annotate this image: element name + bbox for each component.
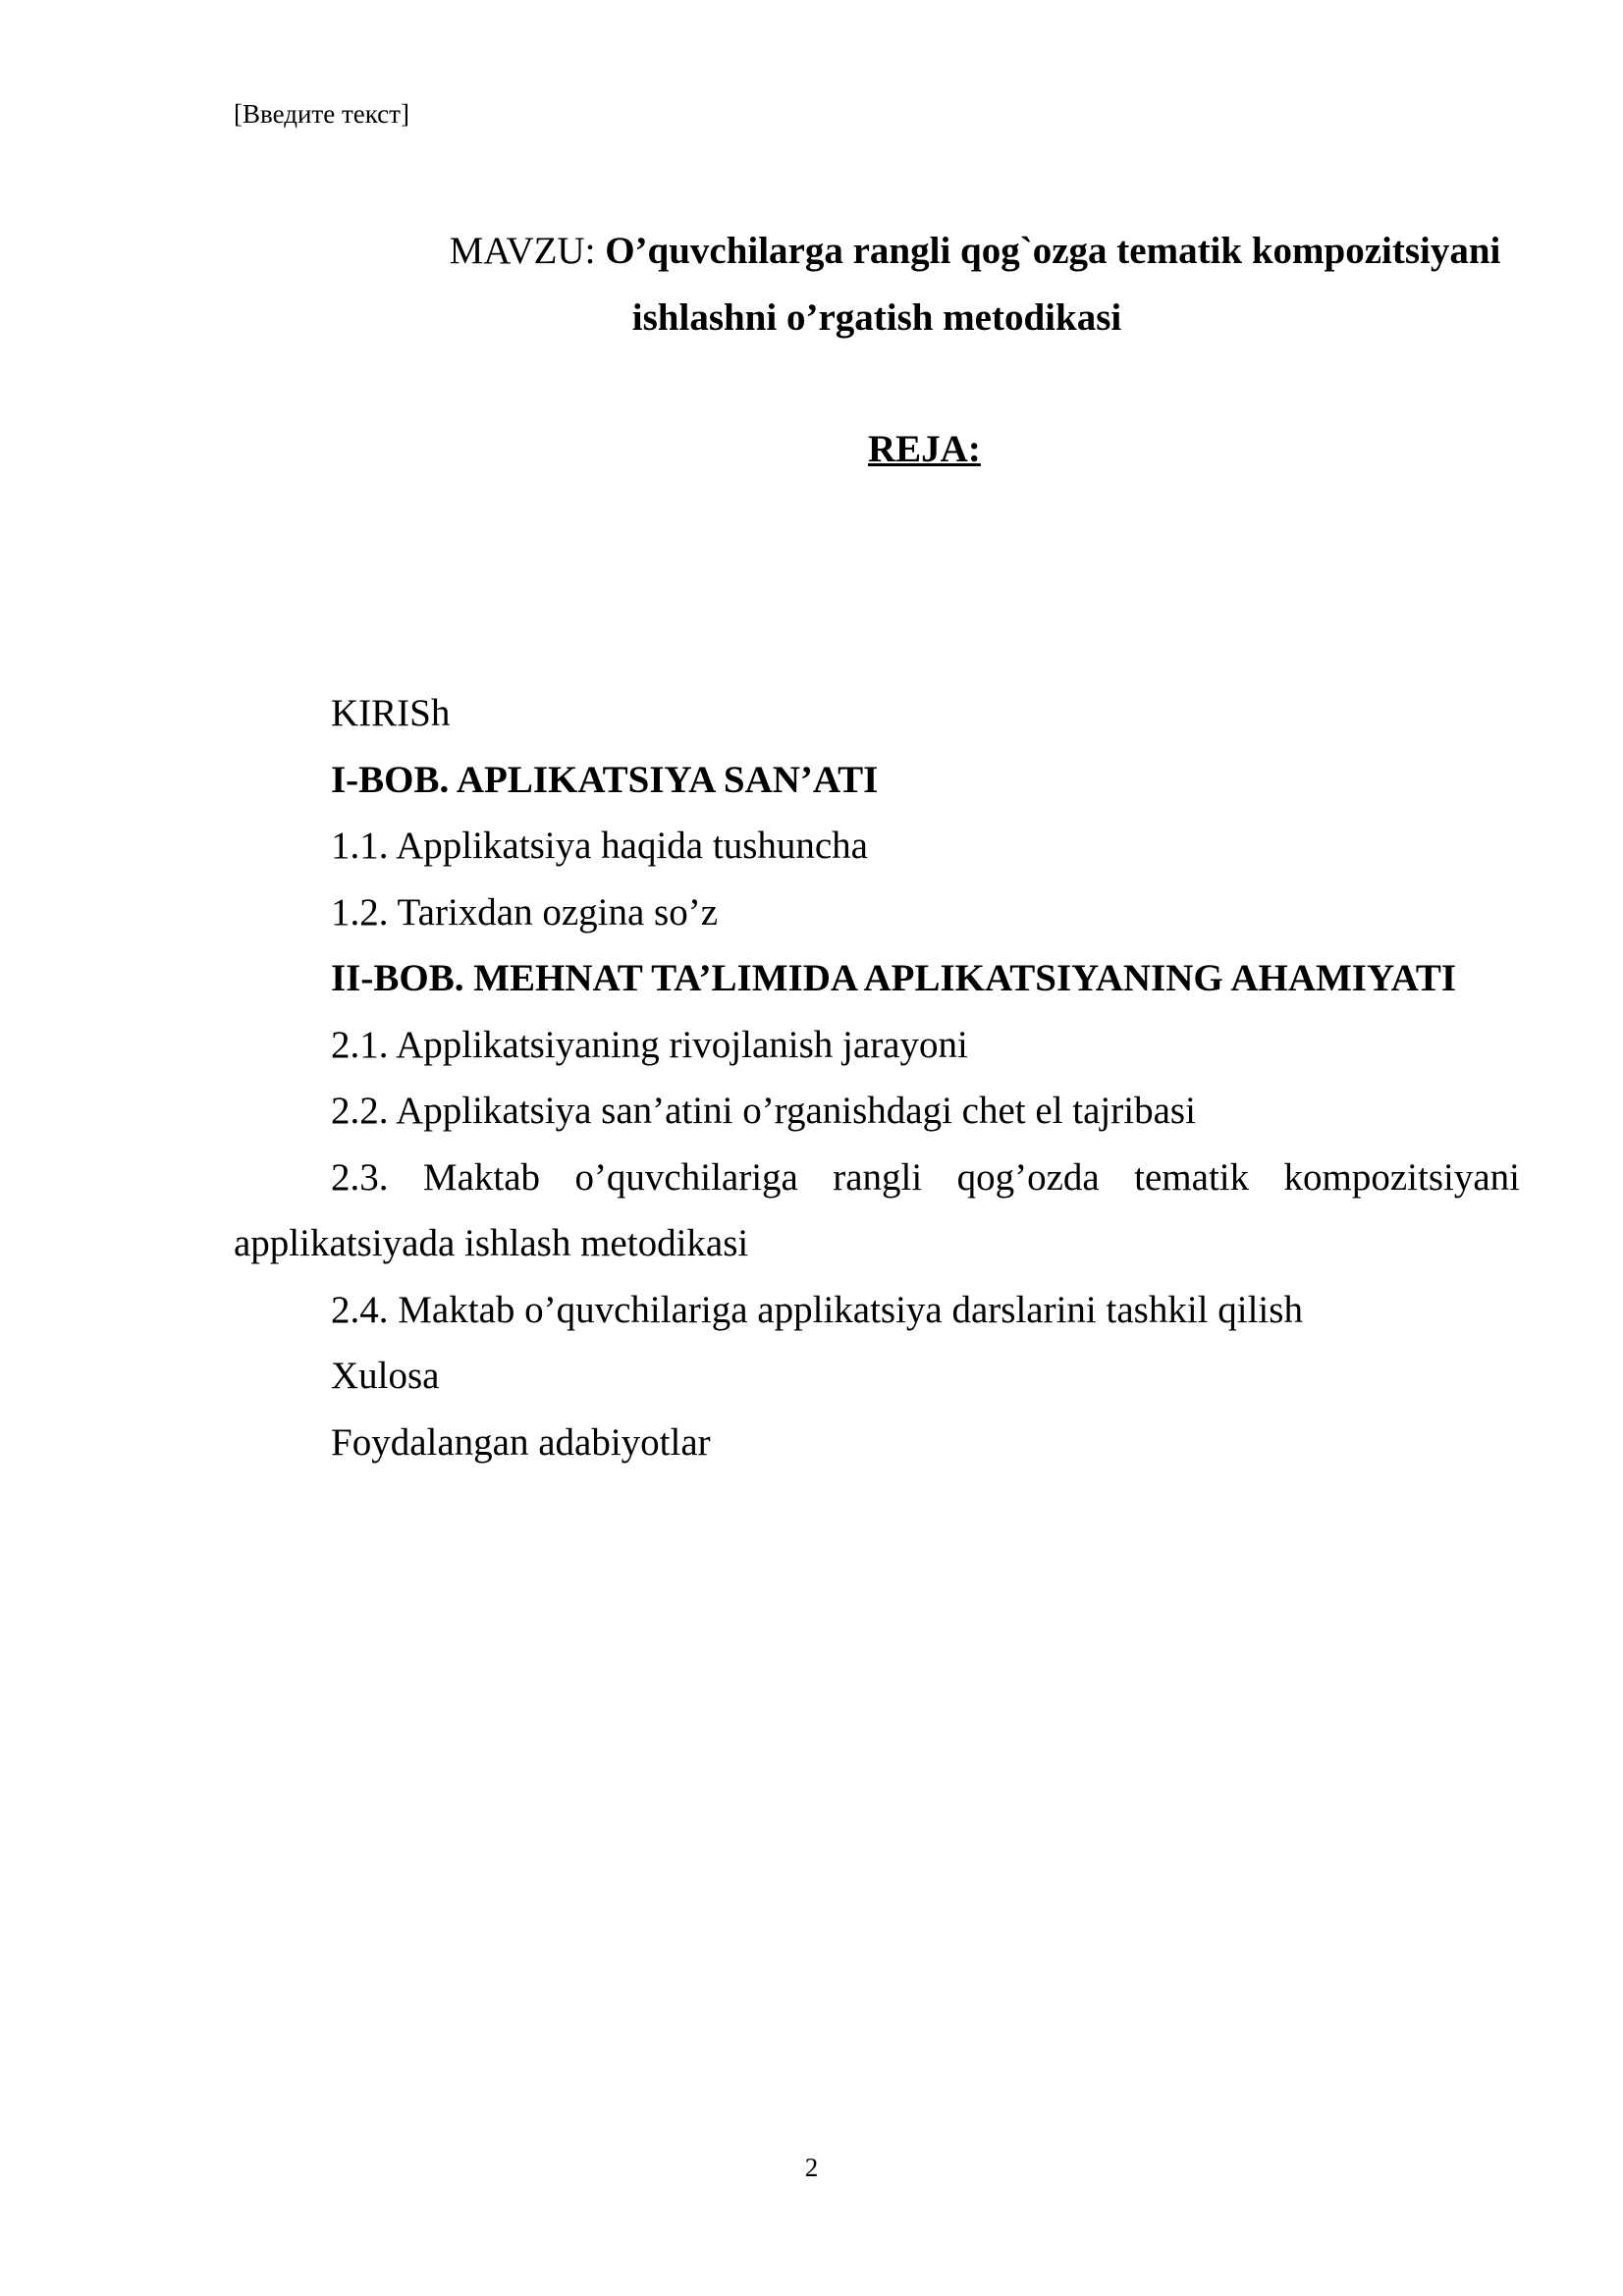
title-topic-part-2: ishlashni o’rgatish metodikasi <box>631 296 1122 339</box>
toc-item-2-3: 2.3. Maktab o’quvchilariga rangli qog’ozda tematik kompozitsiyani <box>331 1155 1520 1199</box>
title-line-2 <box>234 285 1520 351</box>
page-number: 2 <box>804 2153 819 2182</box>
toc-item-2-4: 2.4. Maktab o’quvchilariga applikatsiya darslarini tashkil qilish <box>331 1288 1303 1331</box>
title-prefix: MAVZU: <box>449 230 606 272</box>
toc-item-conclusion: Xulosa <box>331 1355 440 1397</box>
plan-heading: REJA: <box>868 428 981 470</box>
toc-item-2-2: 2.2. Applikatsiya san’atini o’rganishdagi chet el tajribasi <box>331 1090 1196 1132</box>
table-of-contents <box>234 680 1520 1475</box>
title-topic-part-1: O’quvchilarga rangli qog`ozga tematik kompozitsiyani <box>605 230 1501 272</box>
toc-item-introduction: KIRISh <box>331 692 451 734</box>
toc-item-chapter-2: II-BOB. MEHNAT TA’LIMIDA APLIKATSIYANING AHAMIYATI <box>331 957 1457 999</box>
toc-item-2-1: 2.1. Applikatsiyaning rivojlanish jarayoni <box>331 1023 968 1066</box>
document-title <box>234 218 1520 351</box>
header-placeholder: [Введите текст] <box>234 99 409 129</box>
title-line-1 <box>234 218 1520 285</box>
toc-item-2-3-continuation: applikatsiyada ishlash metodikasi <box>234 1222 749 1264</box>
toc-item-1-2: 1.2. Tarixdan ozgina so’z <box>331 890 719 934</box>
toc-item-references: Foydalangan adabiyotlar <box>331 1420 711 1464</box>
toc-item-1-1: 1.1. Applikatsiya haqida tushuncha <box>331 825 868 867</box>
toc-item-chapter-1: I-BOB. APLIKATSIYA SAN’ATI <box>331 758 879 801</box>
